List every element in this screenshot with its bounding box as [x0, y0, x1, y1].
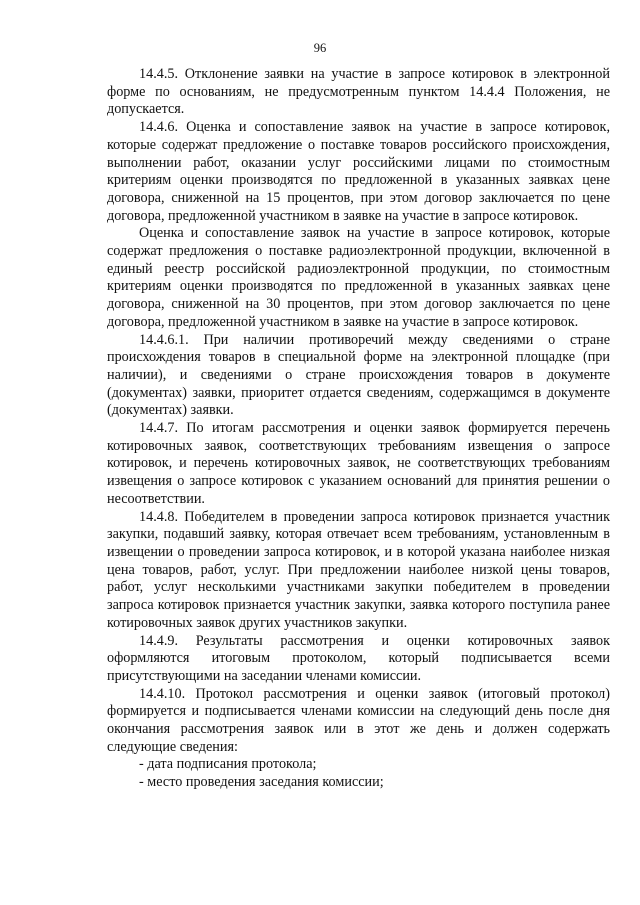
paragraph-14-4-9: 14.4.9. Результаты рассмотрения и оценки котировочных заявок оформляются итоговым протоколом, который подписывается всеми присутствующими на заседании членами комиссии. — [107, 632, 610, 684]
paragraph-14-4-6-1: 14.4.6.1. При наличии противоречий между сведениями о стране происхождения товаров в специальной форме на электронной площадке (при наличии), и сведениями о стране происхождения товаров в документе (документах) заявки, приоритет отдается сведениям, содержащимся в документе (документах) заявки. — [107, 331, 610, 419]
list-item-meeting-place: - место проведения заседания комиссии; — [139, 774, 384, 791]
paragraph-14-4-10: 14.4.10. Протокол рассмотрения и оценки заявок (итоговый протокол) формируется и подписывается членами комиссии на следующий день после дня окончания рассмотрения заявок или в этот же день и должен содержать следующие сведения: — [107, 685, 610, 755]
paragraph-radioelectronic: Оценка и сопоставление заявок на участие в запросе котировок, которые содержат предложения о поставке радиоэлектронной продукции, включенной в единый реестр российской радиоэлектронной продукции, по стоимостным критериям оценки производятся по предложенной в указанных заявках цене договора, сниженной на 30 процентов, при этом договор заключается по цене договора, предложенной участником в заявке на участие в запросе котировок. — [107, 225, 610, 330]
paragraph-14-4-6: 14.4.6. Оценка и сопоставление заявок на участие в запросе котировок, которые содержат предложение о поставке товаров российского происхождения, выполнении работ, оказании услуг российскими лицами по стоимостным критериям оценки производятся по предложенной в указанных заявках цене договора, сниженной на 15 процентов, при этом договор заключается по цене договора, предложенной участником в заявке на участие в запросе котировок. — [107, 119, 610, 224]
page-number: 96 — [313, 41, 327, 55]
paragraph-14-4-5: 14.4.5. Отклонение заявки на участие в запросе котировок в электронной форме по основаниям, не предусмотренным пунктом 14.4.4 Положения, не допускается. — [107, 66, 610, 118]
document-body — [107, 66, 610, 792]
list-item-signing-date: - дата подписания протокола; — [139, 756, 317, 773]
paragraph-14-4-7: 14.4.7. По итогам рассмотрения и оценки заявок формируется перечень котировочных заявок, соответствующих требованиям извещения о запросе котировок, и перечень котировочных заявок, не соответствующих требованиям извещения о запросе котировок с указанием оснований для принятия решении о несоответствии. — [107, 420, 610, 507]
paragraph-14-4-8: 14.4.8. Победителем в проведении запроса котировок признается участник закупки, подавший заявку, которая отвечает всем требованиям, установленным в извещении о проведении запроса котировок, и в которой указана наиболее низкая цена товаров, работ, услуг. При предложении наиболее низкой цены товаров, работ, услуг несколькими участниками закупки победителем в проведении запроса котировок признается участник закупки, заявка которого поступила ранее котировочных заявок других участников закупки. — [107, 508, 610, 631]
